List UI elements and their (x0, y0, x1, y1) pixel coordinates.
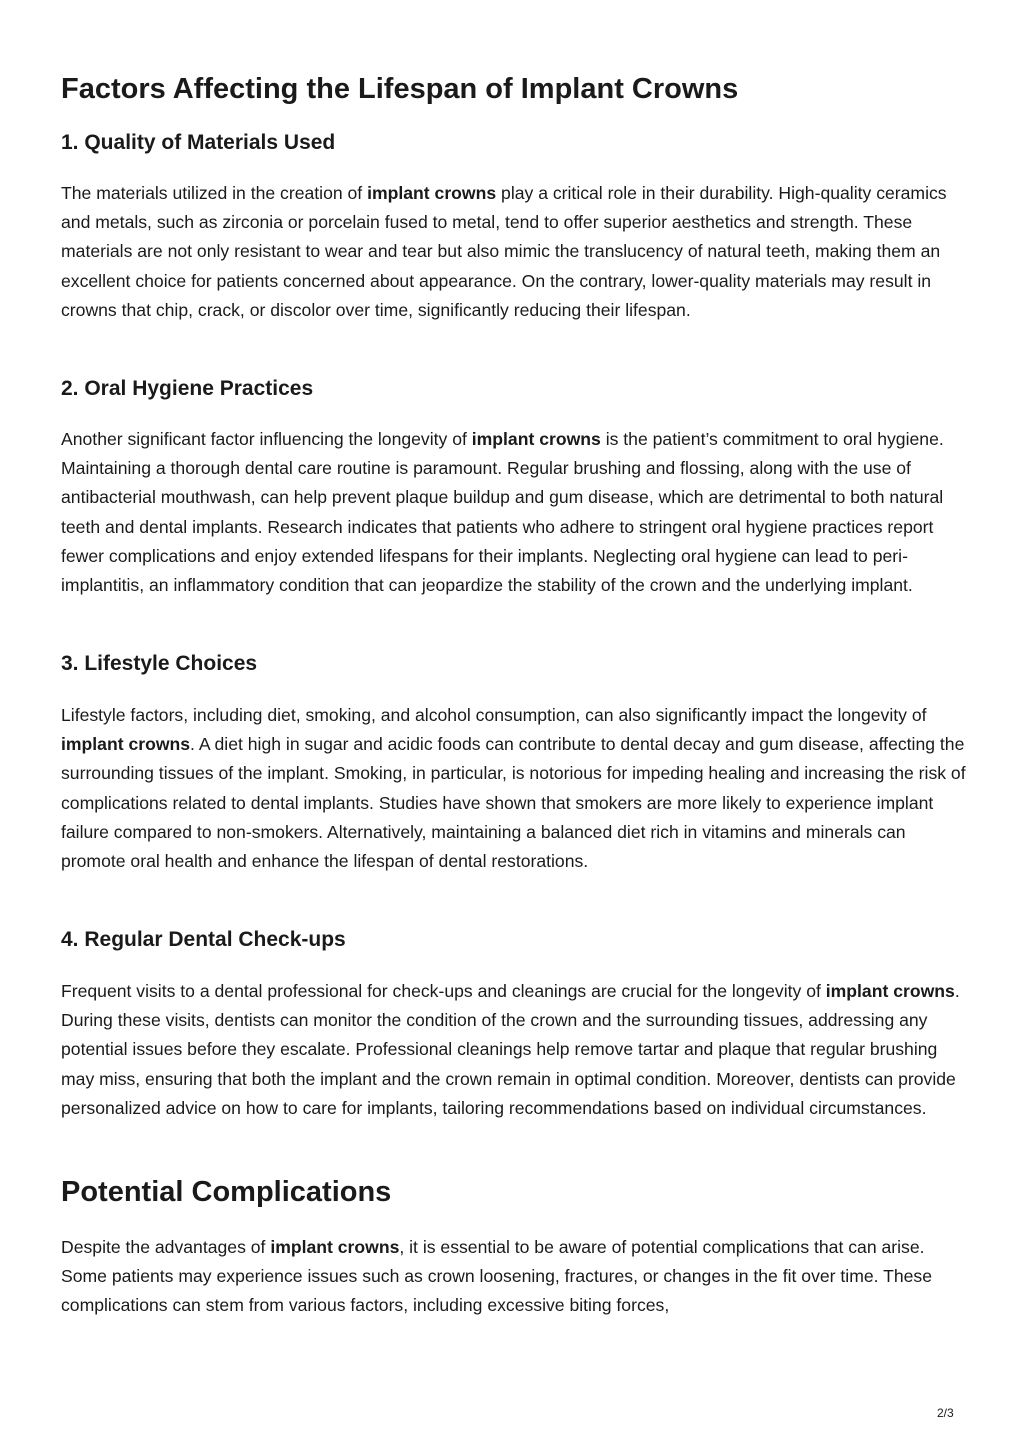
section-3-text-before: Lifestyle factors, including diet, smoking, and alcohol consumption, can also significantly impact the longevity of (61, 705, 927, 725)
section-1-text-before: The materials utilized in the creation of (61, 183, 368, 203)
complications-text-after: , it is essential to be aware of potential complications that can arise. Some patients may experience issues such as crown loosening, fractures, or changes in the fit over time. These complications can stem from various factors, including excessive biting forces, (61, 1237, 933, 1316)
section-4-paragraph (61, 977, 966, 1123)
section-3-text-after: . A diet high in sugar and acidic foods can contribute to dental decay and gum disease, affecting the surrounding tissues of the implant. Smoking, in particular, is notorious for impeding healing and increasing the risk of complications related to dental implants. Studies have shown that smokers are more likely to experience implant failure compared to non-smokers. Alternatively, maintaining a balanced diet rich in vitamins and minerals can promote oral health and enhance the lifespan of dental restorations. (61, 734, 966, 872)
section-4-text-before: Frequent visits to a dental professional for check-ups and cleanings are crucial for the longevity of (61, 981, 826, 1001)
section-1-paragraph (61, 179, 966, 325)
section-2-bold-term: implant crowns (471, 429, 601, 449)
section-3-paragraph (61, 701, 966, 876)
section-2-heading: 2. Oral Hygiene Practices (61, 377, 314, 400)
section-2-text-before: Another significant factor influencing the longevity of (61, 429, 472, 449)
complications-text-before: Despite the advantages of (61, 1237, 271, 1257)
section-4-text-after: . During these visits, dentists can monitor the condition of the crown and the surrounding tissues, addressing any potential issues before they escalate. Professional cleanings help remove tartar and plaque that regular brushing may miss, ensuring that both the implant and the crown remain in optimal condition. Moreover, dentists can provide personalized advice on how to care for implants, tailoring recommendations based on individual circumstances. (61, 981, 960, 1118)
section-2-paragraph (61, 425, 966, 600)
section-2-text-after: is the patient’s commitment to oral hygiene. Maintaining a thorough dental care routine is paramount. Regular brushing and flossing, along with the use of antibacterial mouthwash, can help prevent plaque buildup and gum disease, which are detrimental to both natural teeth and dental implants. Research indicates that patients who adhere to stringent oral hygiene practices report fewer complications and enjoy extended lifespans for their implants. Neglecting oral hygiene can lead to peri-implantitis, an inflammatory condition that can jeopardize the stability of the crown and the underlying implant. (61, 429, 944, 596)
complications-title: Potential Complications (61, 1176, 392, 1208)
main-title: Factors Affecting the Lifespan of Implant Crowns (61, 73, 739, 105)
section-4-bold-term: implant crowns (825, 981, 955, 1001)
complications-bold-term: implant crowns (270, 1237, 400, 1257)
complications-paragraph (61, 1233, 966, 1321)
section-1-heading: 1. Quality of Materials Used (61, 131, 336, 154)
page-number: 2/3 (937, 1406, 954, 1420)
section-1-bold-term: implant crowns (367, 183, 497, 203)
section-3-bold-term: implant crowns (61, 734, 191, 755)
section-4-heading: 4. Regular Dental Check-ups (61, 928, 346, 951)
section-1-text-after: play a critical role in their durability. High-quality ceramics and metals, such as zirconia or porcelain fused to metal, tend to offer superior aesthetics and strength. These materials are not only resistant to wear and tear but also mimic the translucency of natural teeth, making them an excellent choice for patients concerned about appearance. On the contrary, lower-quality materials may result in crowns that chip, crack, or discolor over time, significantly reducing their lifespan. (61, 183, 947, 320)
section-3-heading: 3. Lifestyle Choices (61, 652, 258, 675)
